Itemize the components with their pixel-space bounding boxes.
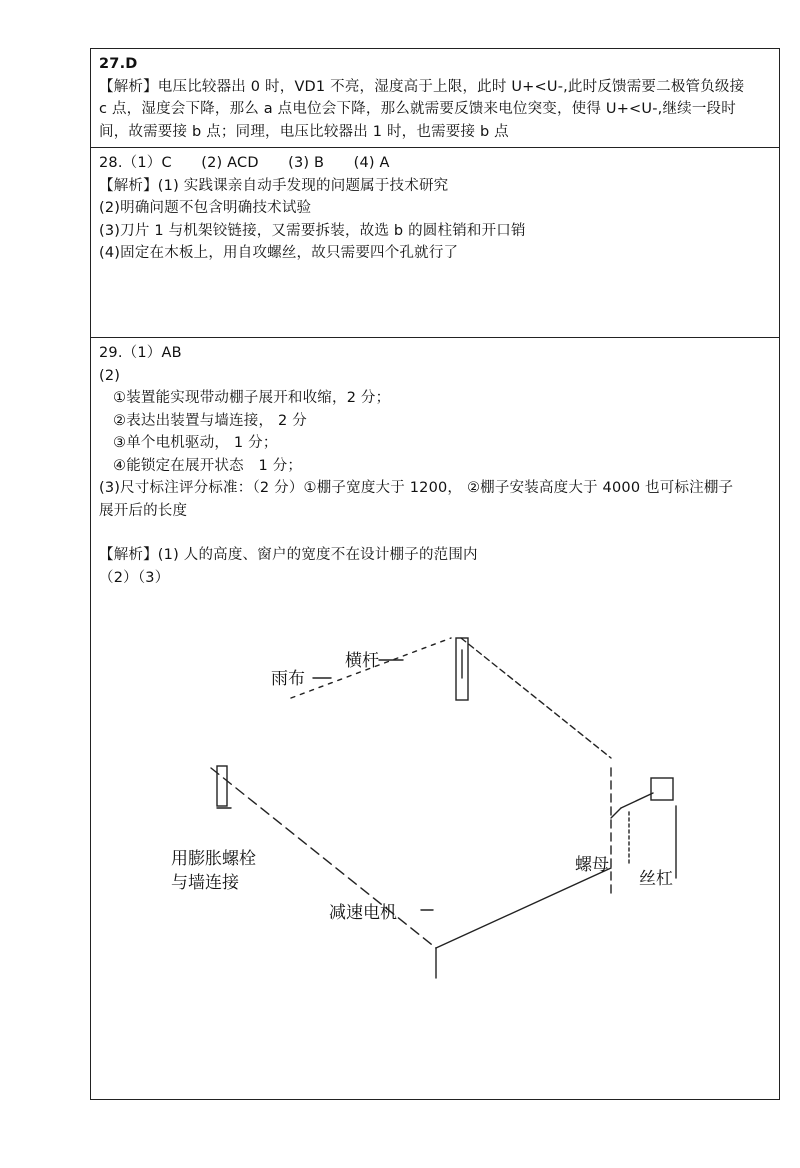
- q29-criterion: ③单个电机驱动， 1 分；: [113, 435, 278, 451]
- q28-analysis-line: (3)刀片 1 与机架铰链接，又需要拆装，故选 b 的圆柱销和开口销: [99, 222, 526, 239]
- q29-part3-line: (3)尺寸标注评分标准：（2 分）①棚子宽度大于 1200， ②棚子安装高度大于 4000 也可标注棚子: [99, 480, 734, 496]
- q28-answer: 28.（1）C (2) ACD (3) B (4) A: [99, 155, 390, 171]
- motor-housing: [651, 778, 673, 800]
- q29-criterion: ①装置能实现带动棚子展开和收缩，2 分；: [113, 390, 391, 406]
- sketch-line: [611, 808, 621, 818]
- label-bolt-line2: 与墙连接: [171, 873, 239, 893]
- label-crossbar: 横杆: [345, 651, 379, 671]
- q29-part2-label: (2): [99, 367, 121, 384]
- q28-analysis-line: 【解析】(1) 实践课亲自动手发现的问题属于技术研究: [99, 177, 449, 194]
- sketch-line: [436, 868, 611, 948]
- q27-analysis-line: c 点，湿度会下降，那么 a 点电位会下降，那么就需要反馈来电位突变，使得 U+<U-,继续一段时: [99, 101, 736, 117]
- q27-analysis-line: 间，故需要接 b 点；同理，电压比较器出 1 时，也需要接 b 点: [99, 123, 509, 140]
- q28-analysis-line: (4)固定在木板上，用自攻螺丝，故只需要四个孔就行了: [99, 245, 459, 261]
- label-motor: 减速电机: [329, 903, 397, 923]
- q29-criterion: ②表达出装置与墙连接， 2 分: [113, 412, 307, 429]
- label-screw: 丝杠: [639, 869, 673, 889]
- q29-answer: 29.（1）AB: [99, 345, 182, 361]
- q27-analysis-line: 【解析】电压比较器出 0 时，VD1 不亮，湿度高于上限，此时 U+<U-,此时反馈需要二极管负级接: [99, 78, 745, 95]
- canopy-sketch-figure: [91, 338, 781, 1098]
- q29-analysis2: （2）（3）: [99, 569, 170, 586]
- label-nut: 螺母: [575, 855, 609, 875]
- screw-rod: [621, 793, 653, 808]
- q29-part3-line: 展开后的长度: [99, 502, 188, 519]
- q28-analysis-line: (2)明确问题不包含明确技术试验: [99, 200, 312, 216]
- q27-answer: 27.D: [99, 56, 138, 72]
- q29-cell: [91, 338, 779, 1098]
- label-bolt-line1: 用膨胀螺栓: [171, 849, 256, 869]
- q29-criterion: ④能锁定在展开状态 1 分；: [113, 457, 303, 474]
- q27-cell: [91, 49, 779, 148]
- label-canopy: 雨布: [271, 669, 305, 689]
- wall-bracket: [217, 766, 227, 806]
- q29-analysis: 【解析】(1) 人的高度、窗户的宽度不在设计棚子的范围内: [99, 547, 478, 563]
- sketch-line: [461, 638, 611, 758]
- answer-sheet: [90, 48, 780, 1100]
- q28-cell: [91, 148, 779, 338]
